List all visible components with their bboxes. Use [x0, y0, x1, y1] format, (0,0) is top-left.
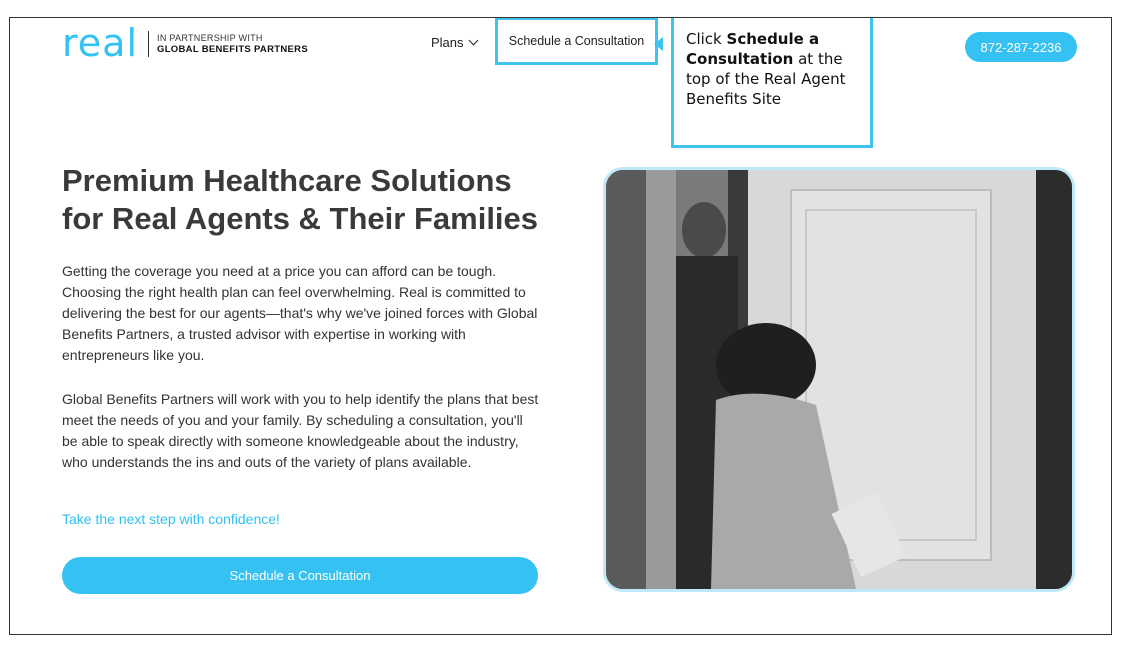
- hero-headline: [62, 162, 562, 238]
- logo-text: [157, 33, 308, 55]
- hero-photo-illustration: [606, 170, 1072, 589]
- nav-schedule-consultation-link[interactable]: Schedule a Consultation: [495, 17, 658, 65]
- headline-line-2: for Real Agents & Their Families: [62, 201, 539, 236]
- phone-button[interactable]: 872-287-2236: [965, 32, 1077, 62]
- logo-mark: real: [62, 21, 139, 65]
- page-frame: [9, 17, 1112, 635]
- logo-partnership-text: IN PARTNERSHIP WITH: [157, 33, 263, 43]
- logo-partner-name: GLOBAL BENEFITS PARTNERS: [157, 44, 308, 55]
- callout-prefix: Click: [686, 30, 727, 48]
- hero-paragraph-1: Getting the coverage you need at a price you can afford can be tough. Choosing the right health plan can feel overwhelming. Real is committed to delivering the best for our agents—that's why we've joined forces with Global Benefits Partners, a trusted advisor with expertise in working with entrepreneurs like you.: [62, 263, 538, 363]
- nav-plans-label: Plans: [431, 35, 464, 50]
- callout-pointer: [654, 37, 663, 51]
- site-logo[interactable]: [62, 21, 308, 65]
- nav-plans-dropdown[interactable]: [431, 35, 477, 50]
- hero-paragraph-2: Global Benefits Partners will work with you to help identify the plans that best meet the needs of you and your family. By scheduling a consultation, you'll be able to speak directly with someone knowledgeable about the industry, who understands the ins and outs of the variety of plans available.: [62, 391, 539, 470]
- instruction-callout: [671, 17, 873, 148]
- hero-photo: [603, 167, 1075, 592]
- logo-divider: [148, 31, 149, 57]
- schedule-consultation-button[interactable]: Schedule a Consultation: [62, 557, 538, 594]
- next-step-link[interactable]: Take the next step with confidence!: [62, 511, 280, 527]
- headline-line-1: Premium Healthcare Solutions: [62, 163, 512, 198]
- callout-bold: Schedule a Consultation: [686, 30, 820, 68]
- callout-suffix: at the top of the Real Agent Benefits Site: [686, 50, 846, 108]
- chevron-down-icon: [468, 36, 478, 46]
